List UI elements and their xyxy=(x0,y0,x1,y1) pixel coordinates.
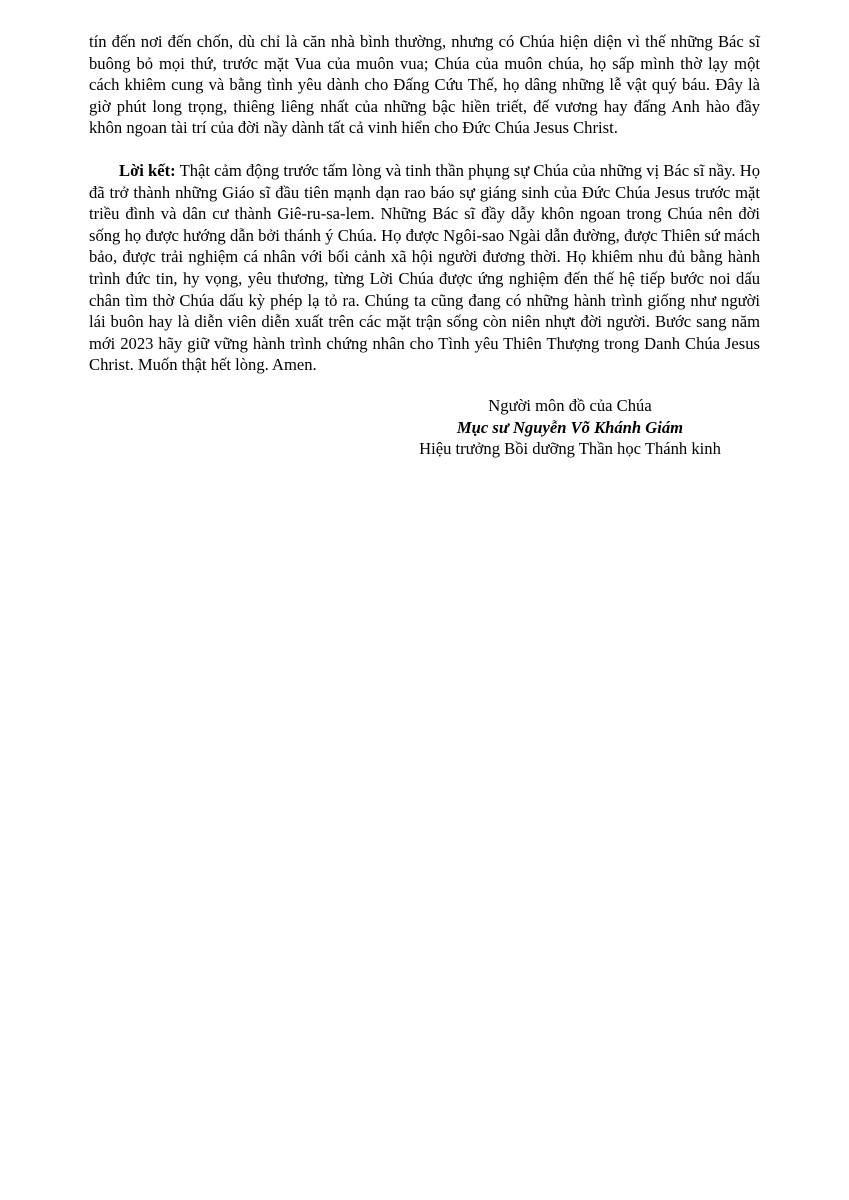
body-paragraph-1: tín đến nơi đến chốn, dù chỉ là căn nhà bình thường, nhưng có Chúa hiện diện vì thế những Bác sĩ buông bỏ mọi thứ, trước mặt Vua của muôn vua; Chúa của muôn chúa, họ sấp mình thờ lạy một cách khiêm cung và bằng tình yêu dành cho Đấng Cứu Thế, họ dâng những lễ vật quý báu. Đây là giờ phút long trọng, thiêng liêng nhất của những bậc hiền triết, đế vương hay đấng Anh hào đầy khôn ngoan tài trí của đời nầy dành tất cả vinh hiển cho Đức Chúa Jesus Christ. xyxy=(89,32,760,138)
signature-line-1: Người môn đồ của Chúa xyxy=(488,396,652,415)
signature-name: Mục sư Nguyễn Võ Khánh Giám xyxy=(456,417,684,437)
signature-block xyxy=(360,395,780,460)
signature-title: Hiệu trưởng Bồi dưỡng Thần học Thánh kinh xyxy=(419,439,721,459)
closing-text: Thật cảm động trước tấm lòng và tinh thần phụng sự Chúa của những vị Bác sĩ nầy. Họ đã trở thành những Giáo sĩ đầu tiên mạnh dạn rao báo sự giáng sinh của Đức Chúa Jesus trước mặt triều đình và dân cư thành Giê-ru-sa-lem. Những Bác sĩ đầy dẫy khôn ngoan trong Chúa nên đời sống họ được hướng dẫn bởi thánh ý Chúa. Họ được Ngôi-sao Ngài dẫn đường, được Thiên sứ mách bảo, được trải nghiệm cá nhân với bối cảnh xã hội người đương thời. Họ khiêm nhu đủ bằng hành trình đức tin, hy vọng, yêu thương, từng Lời Chúa được ứng nghiệm đến thế hệ tiếp bước noi dấu chân tìm thờ Chúa dấu kỳ phép lạ tỏ ra. Chúng ta cũng đang có những hành trình giống như người lái buôn hay là diễn viên diễn xuất trên các mặt trận sống còn niên nhựt đời người. Bước sang năm mới 2023 hãy giữ vững hành trình chứng nhân cho Tình yêu Thiên Thượng trong Danh Chúa Jesus Christ. Muốn thật hết lòng. Amen. xyxy=(89,161,760,375)
closing-label: Lời kết: xyxy=(119,161,176,180)
closing-paragraph xyxy=(89,160,760,376)
